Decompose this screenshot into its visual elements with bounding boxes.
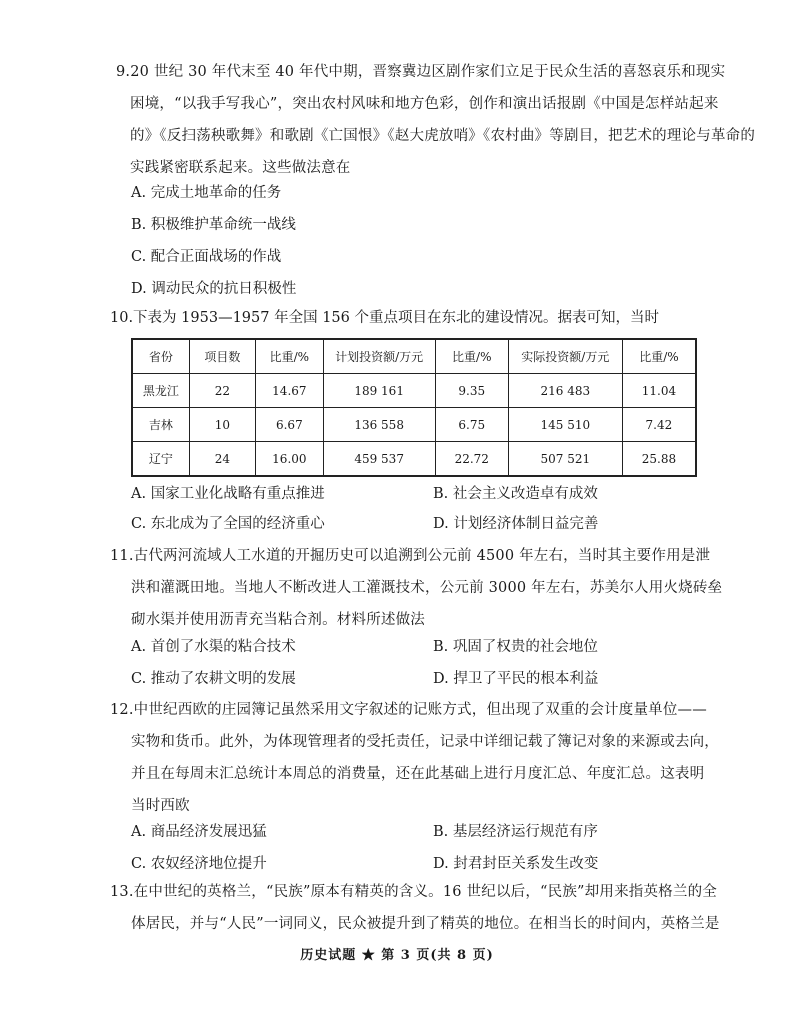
table-cell: 吉林 xyxy=(132,408,189,442)
question-9-option-a: A. 完成土地革命的任务 xyxy=(131,185,282,201)
page-footer: 历史试题 ★ 第 3 页(共 8 页) xyxy=(300,948,494,963)
question-9-line: 困境，“以我手写我心”，突出农村风味和地方色彩，创作和演出话报剧《中国是怎样站起来 xyxy=(130,96,719,112)
table-cell: 7.42 xyxy=(622,408,696,442)
table-row xyxy=(132,442,696,477)
table-cell: 22 xyxy=(189,374,255,408)
table-header: 实际投资额/万元 xyxy=(508,339,622,374)
table-header: 比重/% xyxy=(435,339,508,374)
table-cell: 459 537 xyxy=(323,442,435,477)
table-cell: 25.88 xyxy=(622,442,696,477)
table-cell: 24 xyxy=(189,442,255,477)
question-11-option-a: A. 首创了水渠的粘合技术 xyxy=(131,639,296,655)
table-header: 计划投资额/万元 xyxy=(323,339,435,374)
table-header: 比重/% xyxy=(256,339,323,374)
table-cell: 9.35 xyxy=(435,374,508,408)
question-11 xyxy=(110,540,723,636)
question-12-option-d: D. 封君封臣关系发生改变 xyxy=(433,856,599,872)
question-11-option-d: D. 捍卫了平民的根本利益 xyxy=(433,671,599,687)
question-12-line: 当时西欧 xyxy=(131,798,190,814)
question-12-line: 并且在每周末汇总统计本周总的消费量，还在此基础上进行月度汇总、年度汇总。这表明 xyxy=(131,766,705,782)
question-11-line: 砌水渠并使用沥青充当粘合剂。材料所述做法 xyxy=(131,612,425,628)
table-row xyxy=(132,374,696,408)
table-cell: 22.72 xyxy=(435,442,508,477)
table-cell: 10 xyxy=(189,408,255,442)
table-cell: 6.75 xyxy=(435,408,508,442)
question-12-option-a: A. 商品经济发展迅猛 xyxy=(131,824,267,840)
table-cell: 136 558 xyxy=(323,408,435,442)
question-12 xyxy=(110,694,719,822)
table-cell: 6.67 xyxy=(256,408,323,442)
question-10-option-a: A. 国家工业化战略有重点推进 xyxy=(131,486,325,502)
question-10-stem: 10.下表为 1953—1957 年全国 156 个重点项目在东北的建设情况。据表可知，当时 xyxy=(110,310,659,326)
question-9-line: 实践紧密联系起来。这些做法意在 xyxy=(130,160,351,176)
table-header: 比重/% xyxy=(622,339,696,374)
table-cell: 507 521 xyxy=(508,442,622,477)
question-11-option-c: C. 推动了农耕文明的发展 xyxy=(131,671,296,687)
question-13-line: 体居民，并与“人民”一词同义，民众被提升到了精英的地位。在相当长的时间内，英格兰是 xyxy=(131,916,720,932)
question-11-line: 洪和灌溉田地。当地人不断改进人工灌溉技术，公元前 3000 年左右，苏美尔人用火烧砖垒 xyxy=(131,580,723,596)
question-9-option-d: D. 调动民众的抗日积极性 xyxy=(131,281,297,297)
investment-table xyxy=(131,338,697,477)
question-11-option-b: B. 巩固了权贵的社会地位 xyxy=(433,639,598,655)
table-cell: 11.04 xyxy=(622,374,696,408)
table-cell: 辽宁 xyxy=(132,442,189,477)
question-9 xyxy=(116,56,756,184)
table-cell: 216 483 xyxy=(508,374,622,408)
table-cell: 145 510 xyxy=(508,408,622,442)
table-cell: 14.67 xyxy=(256,374,323,408)
question-12-option-b: B. 基层经济运行规范有序 xyxy=(433,824,598,840)
question-10-option-d: D. 计划经济体制日益完善 xyxy=(433,516,599,532)
question-12-line: 12.中世纪西欧的庄园簿记虽然采用文字叙述的记账方式，但出现了双重的会计度量单位—— xyxy=(110,702,707,718)
table-cell: 16.00 xyxy=(256,442,323,477)
table-cell: 189 161 xyxy=(323,374,435,408)
question-10-option-b: B. 社会主义改造卓有成效 xyxy=(433,486,598,502)
question-9-option-b: B. 积极维护革命统一战线 xyxy=(131,217,296,233)
question-9-line: 9.20 世纪 30 年代末至 40 年代中期，晋察冀边区剧作家们立足于民众生活的喜怒哀乐和现实 xyxy=(116,64,726,80)
table-header: 项目数 xyxy=(189,339,255,374)
question-13 xyxy=(110,876,720,940)
question-9-line: 的》《反扫荡秧歌舞》和歌剧《亡国恨》《赵大虎放哨》《农村曲》等剧目，把艺术的理论与革命的 xyxy=(130,128,756,144)
question-9-option-c: C. 配合正面战场的作战 xyxy=(131,249,282,265)
table-cell: 黑龙江 xyxy=(132,374,189,408)
table-header-row xyxy=(132,339,696,374)
question-12-line: 实物和货币。此外，为体现管理者的受托责任，记录中详细记载了簿记对象的来源或去向， xyxy=(131,734,719,750)
question-11-line: 11.古代两河流域人工水道的开掘历史可以追溯到公元前 4500 年左右，当时其主要作用是泄 xyxy=(110,548,711,564)
question-13-line: 13.在中世纪的英格兰，“民族”原本有精英的含义。16 世纪以后，“民族”却用来指英格兰的全 xyxy=(110,884,717,900)
table-row xyxy=(132,408,696,442)
table-header: 省份 xyxy=(132,339,189,374)
question-10-option-c: C. 东北成为了全国的经济重心 xyxy=(131,516,325,532)
question-12-option-c: C. 农奴经济地位提升 xyxy=(131,856,267,872)
